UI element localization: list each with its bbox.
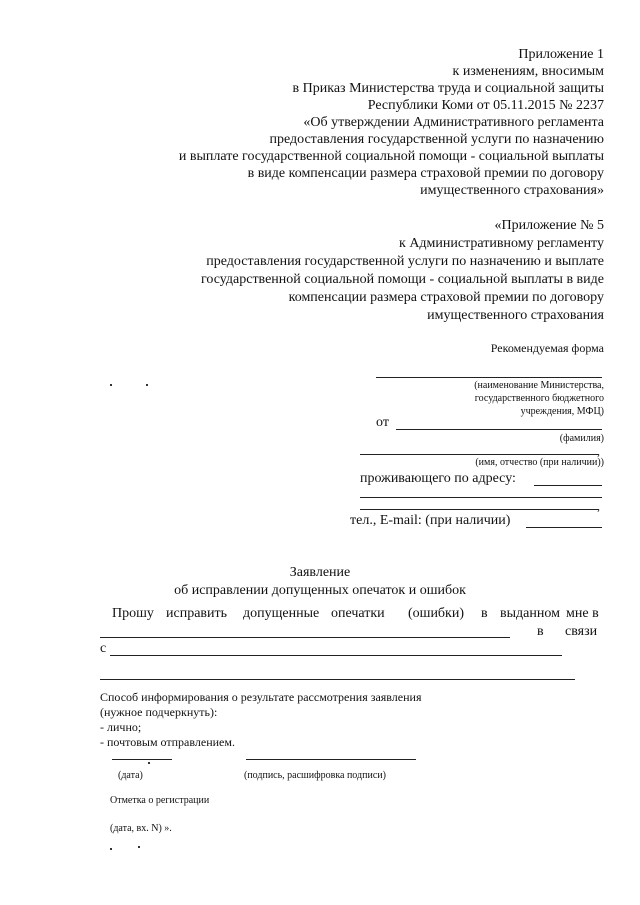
scan-dot (148, 762, 150, 764)
body-word: Прошу (112, 606, 154, 621)
header-line-6: предоставления государственной услуги по назначению (269, 132, 604, 147)
header-line-3: в Приказ Министерства труда и социальной защиты (292, 81, 604, 96)
date-signature-line (112, 759, 172, 760)
document-subtitle: об исправлении допущенных опечаток и ошибок (174, 583, 466, 598)
addressee-line (376, 377, 602, 378)
header-line-5: «Об утверждении Административного регламента (303, 115, 604, 130)
addressee-hint-2: государственного бюджетного (474, 393, 604, 404)
address-line-comma: , (597, 499, 600, 513)
body-in-word: в (537, 624, 544, 639)
recommended-form-label: Рекомендуемая форма (490, 341, 604, 355)
from-line (396, 429, 602, 430)
phone-label: тел., E-mail: (при наличии) (350, 513, 511, 528)
appendix-line-2: к Административному регламенту (399, 236, 604, 251)
body-line-3 (100, 679, 575, 680)
body-word: в (481, 606, 488, 621)
header-line-1: Приложение 1 (518, 47, 604, 62)
from-label: от (376, 415, 389, 430)
body-word: мне в (566, 606, 599, 621)
info-line-2: (нужное подчеркнуть): (100, 705, 218, 719)
header-line-2: к изменениям, вносимым (452, 64, 604, 79)
info-line-1: Способ информирования о результате рассмотрения заявления (100, 690, 422, 704)
sign-hint: (подпись, расшифровка подписи) (244, 770, 386, 781)
body-word: выданном (500, 606, 560, 621)
info-line-3: - лично; (100, 720, 142, 734)
addressee-hint-1: (наименование Министерства, (474, 380, 604, 391)
date-in-label: (дата, вх. N) ». (110, 823, 172, 834)
header-line-8: в виде компенсации размера страховой премии по договору (247, 166, 604, 181)
name-line (360, 454, 598, 455)
name-line-comma: , (597, 444, 600, 458)
body-word: опечатки (331, 606, 385, 621)
appendix-line-3: предоставления государственной услуги по назначению и выплате (206, 254, 604, 269)
address-line-1 (534, 485, 602, 486)
header-line-9: имущественного страхования» (420, 183, 604, 198)
body-word: (ошибки) (408, 606, 465, 621)
name-hint: (имя, отчество (при наличии)) (475, 457, 604, 468)
body-word: исправить (166, 606, 228, 621)
document-title: Заявление (289, 565, 351, 580)
header-line-4: Республики Коми от 05.11.2015 № 2237 (367, 98, 604, 113)
address-label: проживающего по адресу: (360, 471, 516, 486)
body-word: допущенные (243, 606, 320, 621)
appendix-line-1: «Приложение № 5 (494, 218, 604, 233)
body-with-word: с (100, 641, 107, 656)
date-hint: (дата) (118, 770, 143, 781)
scan-dot (110, 384, 112, 386)
address-line-2 (360, 497, 602, 498)
addressee-hint-3: учреждения, МФЦ) (520, 406, 604, 417)
appendix-line-5: компенсации размера страховой премии по договору (288, 290, 604, 305)
surname-hint: (фамилия) (559, 433, 604, 444)
info-line-4: - почтовым отправлением. (100, 735, 235, 749)
body-line-1 (100, 637, 510, 638)
phone-line (526, 527, 602, 528)
registration-label: Отметка о регистрации (110, 795, 210, 806)
scan-dot (110, 848, 112, 850)
header-line-7: и выплате государственной социальной помощи - социальной выплаты (178, 149, 604, 164)
body-connection-word: связи (565, 624, 598, 639)
scan-dot (146, 384, 148, 386)
address-line-3 (360, 509, 598, 510)
body-line-2 (110, 655, 562, 656)
scan-dot (138, 846, 140, 848)
appendix-line-6: имущественного страхования (427, 308, 604, 323)
sign-signature-line (246, 759, 416, 760)
appendix-line-4: государственной социальной помощи - социальной выплаты в виде (201, 272, 604, 287)
